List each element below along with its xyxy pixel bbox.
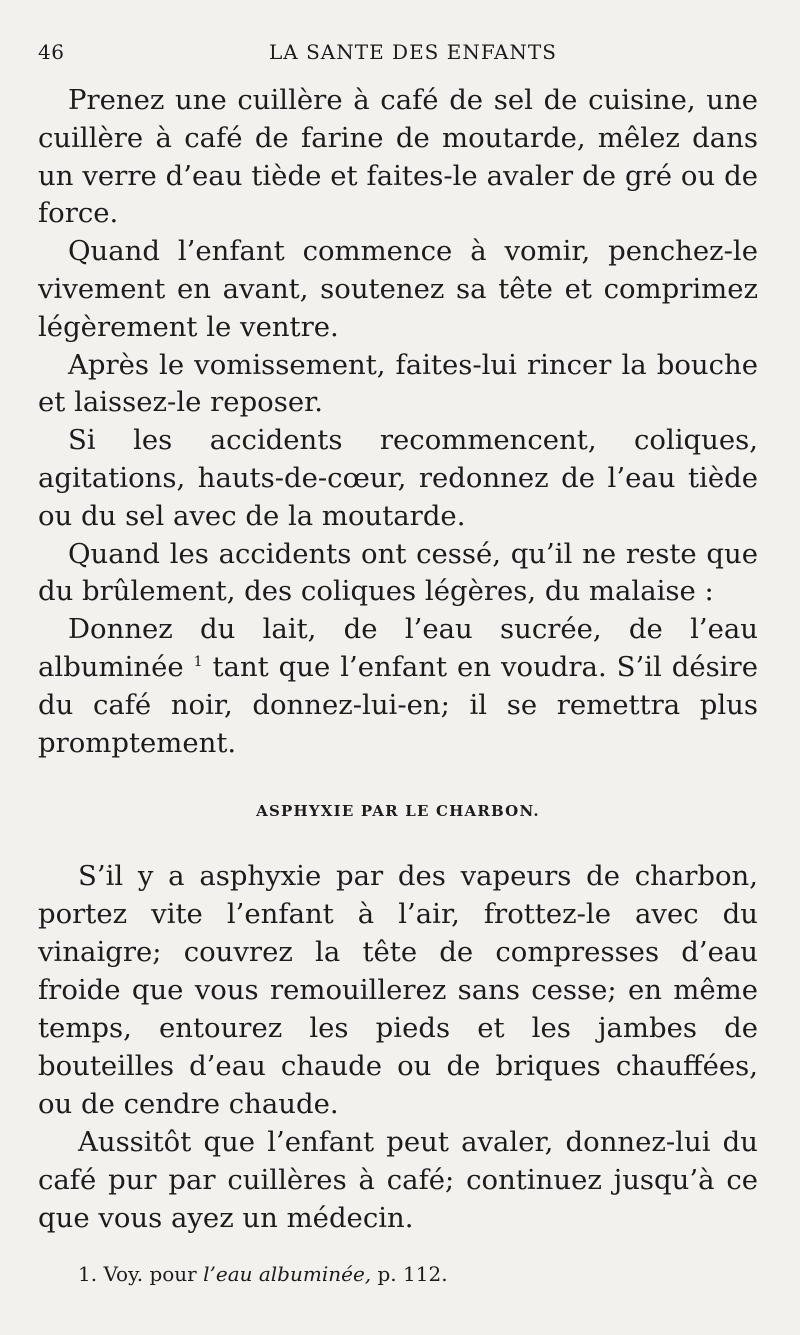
paragraph: Après le vomissement, faites-lui rincer la bouche et laissez-le reposer. (38, 348, 758, 419)
running-head (38, 40, 758, 70)
paragraph-text: Donnez du lait, de l’eau sucrée, de l’eau albuminée (38, 613, 758, 683)
footnote (78, 1262, 448, 1286)
paragraph: Quand l’enfant commence à vomir, penchez-le vivement en avant, soutenez sa tête et comprimez légèrement le ventre. (38, 235, 758, 343)
footnote-italic: l’eau albuminée, (203, 1262, 372, 1286)
footnote-suffix: p. 112. (377, 1262, 448, 1286)
page-number: 46 (38, 40, 65, 64)
footnote-reference[interactable]: 1 (193, 653, 203, 670)
paragraph: Quand les accidents ont cessé, qu’il ne reste que du brûlement, des coliques légères, du malaise : (38, 537, 758, 608)
paragraph: Si les accidents recommencent, coliques, agitations, hauts-de-cœur, redonnez de l’eau tiède ou du sel avec de la moutarde. (38, 424, 758, 532)
paragraph-text: tant que l’enfant en voudra. S’il désire du café noir, donnez-lui-en; il se remettra plus promptement. (38, 650, 758, 759)
running-title: LA SANTE DES ENFANTS (269, 40, 557, 64)
paragraph: Prenez une cuillère à café de sel de cuisine, une cuillère à café de farine de moutarde, mêlez dans un verre d’eau tiède et faites-le avaler de gré ou de force. (38, 84, 758, 230)
paragraph: Aussitôt que l’enfant peut avaler, donnez-lui du café pur par cuillères à café; continuez jusqu’à ce que vous ayez un médecin. (38, 1126, 758, 1234)
section-text (38, 857, 758, 1237)
paragraph: S’il y a asphyxie par des vapeurs de charbon, portez vite l’enfant à l’air, frottez-le avec du vinaigre; couvrez la tête de compresses d’eau froide que vous remouillerez sans cesse; en même temps, entourez les pieds et les jambes de bouteilles d’eau chaude ou de briques chauffées, ou de cendre chaude. (38, 860, 758, 1120)
footnote-number: 1. (78, 1262, 98, 1286)
main-text (38, 82, 758, 762)
section-heading: ASPHYXIE PAR LE CHARBON. (256, 802, 540, 820)
footnote-prefix: Voy. pour (103, 1262, 197, 1286)
paragraph-with-note (38, 611, 758, 762)
